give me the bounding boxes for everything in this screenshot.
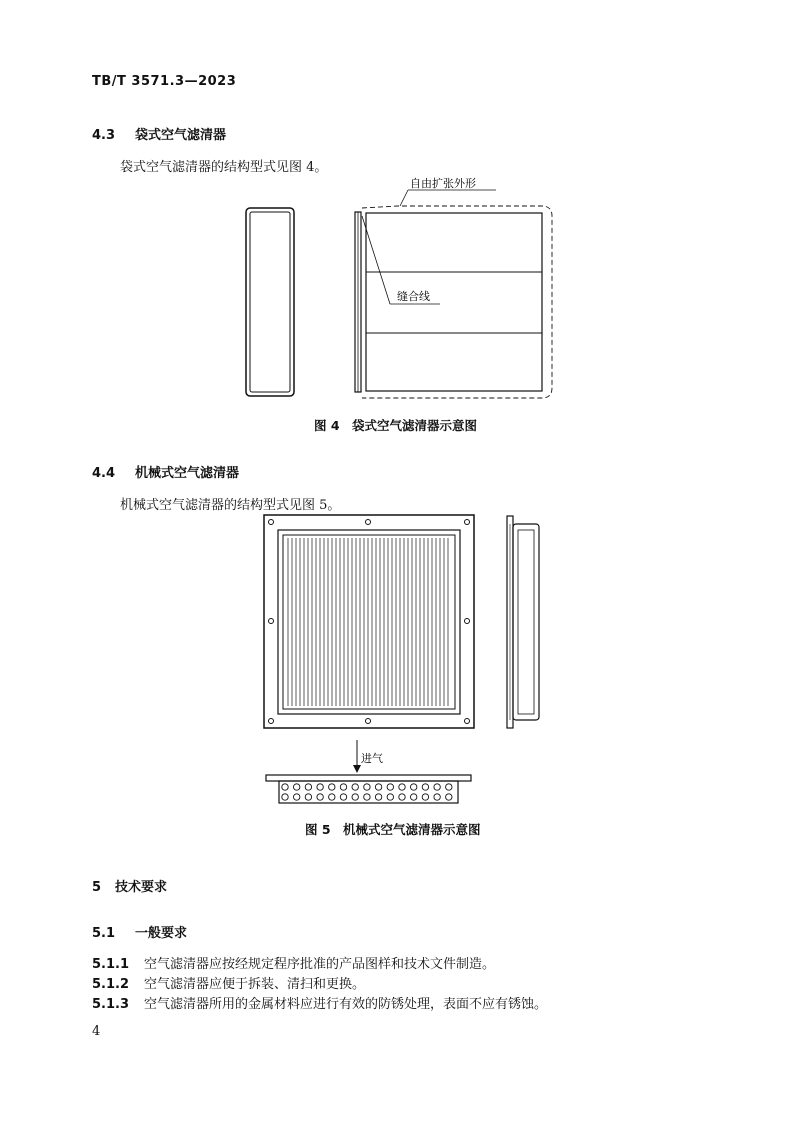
mechanical-filter-front-view bbox=[264, 515, 474, 728]
clause-number: 5.1.2 bbox=[92, 977, 130, 992]
page-number: 4 bbox=[92, 1024, 101, 1039]
clause-number: 5.1.3 bbox=[92, 997, 130, 1012]
section-title: 袋式空气滤清器 bbox=[135, 128, 227, 143]
section-heading-4-3 bbox=[92, 124, 226, 143]
figure-4-bag-filter bbox=[0, 170, 800, 410]
section-heading-5-1 bbox=[92, 922, 187, 941]
outline-leader bbox=[400, 190, 408, 206]
section-title: 机械式空气滤清器 bbox=[135, 466, 240, 481]
clause-text: 空气滤清器应按经规定程序批准的产品图样和技术文件制造。 bbox=[144, 957, 496, 972]
outline-label: 自由扩张外形 bbox=[410, 177, 476, 190]
mounting-holes bbox=[269, 520, 470, 724]
clause-number: 5.1.1 bbox=[92, 957, 130, 972]
seam-label: 缝合线 bbox=[397, 290, 430, 303]
clause-5-1-1 bbox=[92, 953, 495, 972]
mechanical-filter-section-view bbox=[266, 775, 471, 803]
section-heading-4-4 bbox=[92, 462, 239, 481]
clause-text: 空气滤清器应便于拆装、清扫和更换。 bbox=[144, 977, 366, 992]
airflow-label: 进气 bbox=[361, 752, 383, 765]
section-text-4-3: 袋式空气滤清器的结构型式见图 4。 bbox=[120, 160, 328, 175]
chapter-5-heading bbox=[92, 876, 167, 895]
bag-filter-side-frame-inner bbox=[250, 212, 290, 392]
chapter-title: 技术要求 bbox=[115, 880, 168, 895]
document-id: TB/T 3571.3—2023 bbox=[92, 74, 237, 89]
figure-5-caption: 图 5 机械式空气滤清器示意图 bbox=[305, 822, 481, 837]
section-number: 5.1 bbox=[92, 926, 116, 941]
clause-5-1-3 bbox=[92, 993, 547, 1012]
figure-5-mechanical-filter bbox=[0, 505, 800, 810]
section-title: 一般要求 bbox=[135, 926, 188, 941]
section-number: 4.3 bbox=[92, 128, 116, 143]
chapter-number: 5 bbox=[92, 880, 102, 895]
bag-filter-side-frame-outer bbox=[246, 208, 294, 396]
figure-4-caption: 图 4 袋式空气滤清器示意图 bbox=[314, 418, 478, 433]
filter-slats bbox=[288, 538, 448, 706]
bag-filter-bags bbox=[366, 213, 542, 391]
free-expansion-outline bbox=[362, 206, 552, 398]
section-text-4-4: 机械式空气滤清器的结构型式见图 5。 bbox=[120, 498, 341, 513]
clause-5-1-2 bbox=[92, 973, 365, 992]
clause-text: 空气滤清器所用的金属材料应进行有效的防锈处理，表面不应有锈蚀。 bbox=[144, 997, 548, 1012]
mechanical-filter-side-view bbox=[507, 516, 539, 728]
section-number: 4.4 bbox=[92, 466, 116, 481]
